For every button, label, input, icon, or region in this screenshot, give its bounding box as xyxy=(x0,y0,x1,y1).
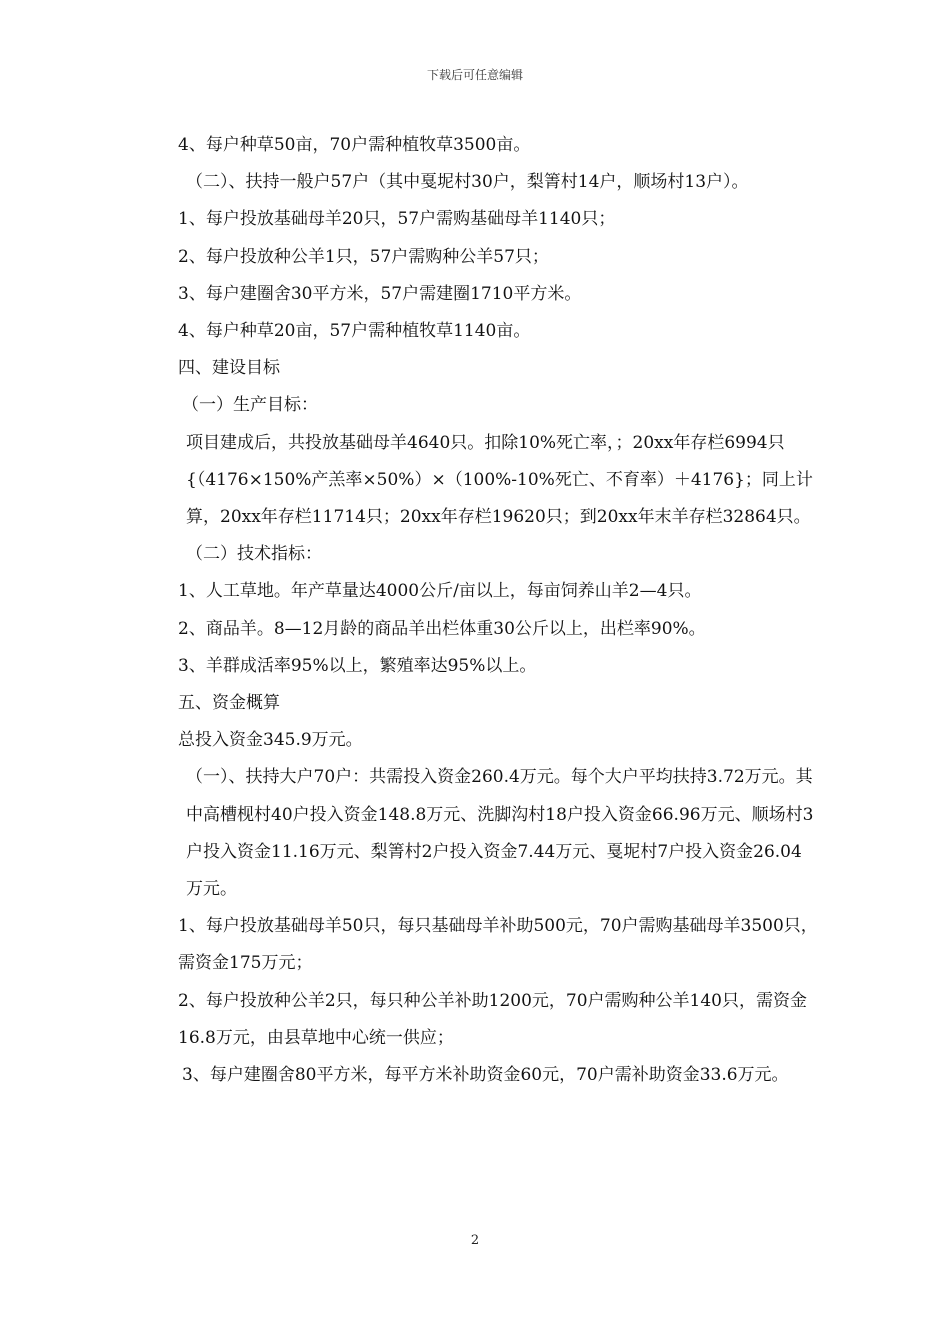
document-body xyxy=(146,127,818,1094)
paragraph: 4、每户种草50亩，70户需种植牧草3500亩。 xyxy=(178,135,531,155)
paragraph: 4、每户种草20亩，57户需种植牧草1140亩。 xyxy=(178,321,531,342)
paragraph: 3、每户建圈舍80平方米，每平方米补助资金60元，70户需补助资金33.6万元。 xyxy=(182,1065,789,1086)
paragraph: 1、每户投放基础母羊20只，57户需购基础母羊1140只； xyxy=(178,209,616,230)
paragraph: 3、羊群成活率95%以上，繁殖率达95%以上。 xyxy=(178,655,537,676)
paragraph: （一）生产目标： xyxy=(182,395,318,416)
paragraph: 四、建设目标 xyxy=(178,358,280,379)
paragraph: 2、每户投放种公羊2只，每只种公羊补助1200元，70户需购种公羊140只，需资金16.8万元，由县草地中心统一供应； xyxy=(178,990,807,1048)
paragraph: （二）、扶持一般户57户（其中戛坭村30户，梨箐村14户，顺场村13户）。 xyxy=(186,172,749,193)
paragraph: 项目建成后，共投放基础母羊4640只。扣除10%死亡率，；20xx年存栏6994只{（4176×150%产羔率×50%）×（100%-10%死亡、不育率）＋4176}；同上计算，20xx年存栏11714只；20xx年存栏19620只；到20xx年末羊存栏32864只。 xyxy=(186,432,813,528)
page-number: 2 xyxy=(470,1233,480,1248)
paragraph: 总投入资金345.9万元。 xyxy=(178,730,363,751)
paragraph: 五、资金概算 xyxy=(178,693,280,714)
paragraph: 1、每户投放基础母羊50只，每只基础母羊补助500元，70户需购基础母羊3500只，需资金175万元； xyxy=(178,916,818,974)
page-header: 下载后可任意编辑 xyxy=(426,68,523,82)
paragraph: （一）、扶持大户70户：共需投入资金260.4万元。每个大户平均扶持3.72万元。其中高槽枧村40户投入资金148.8万元、洗脚沟村18户投入资金66.96万元、顺场村3户投入资金11.16万元、梨箐村2户投入资金7.44万元、戛坭村7户投入资金26.04万元。 xyxy=(186,767,814,900)
paragraph: （二）技术指标： xyxy=(186,544,322,565)
paragraph: 2、每户投放种公羊1只，57户需购种公羊57只； xyxy=(178,246,549,267)
paragraph: 1、人工草地。年产草量达4000公斤/亩以上，每亩饲养山羊2—4只。 xyxy=(178,581,702,602)
paragraph: 3、每户建圈舍30平方米，57户需建圈1710平方米。 xyxy=(178,283,582,304)
paragraph: 2、商品羊。8—12月龄的商品羊出栏体重30公斤以上，出栏率90%。 xyxy=(178,618,706,639)
